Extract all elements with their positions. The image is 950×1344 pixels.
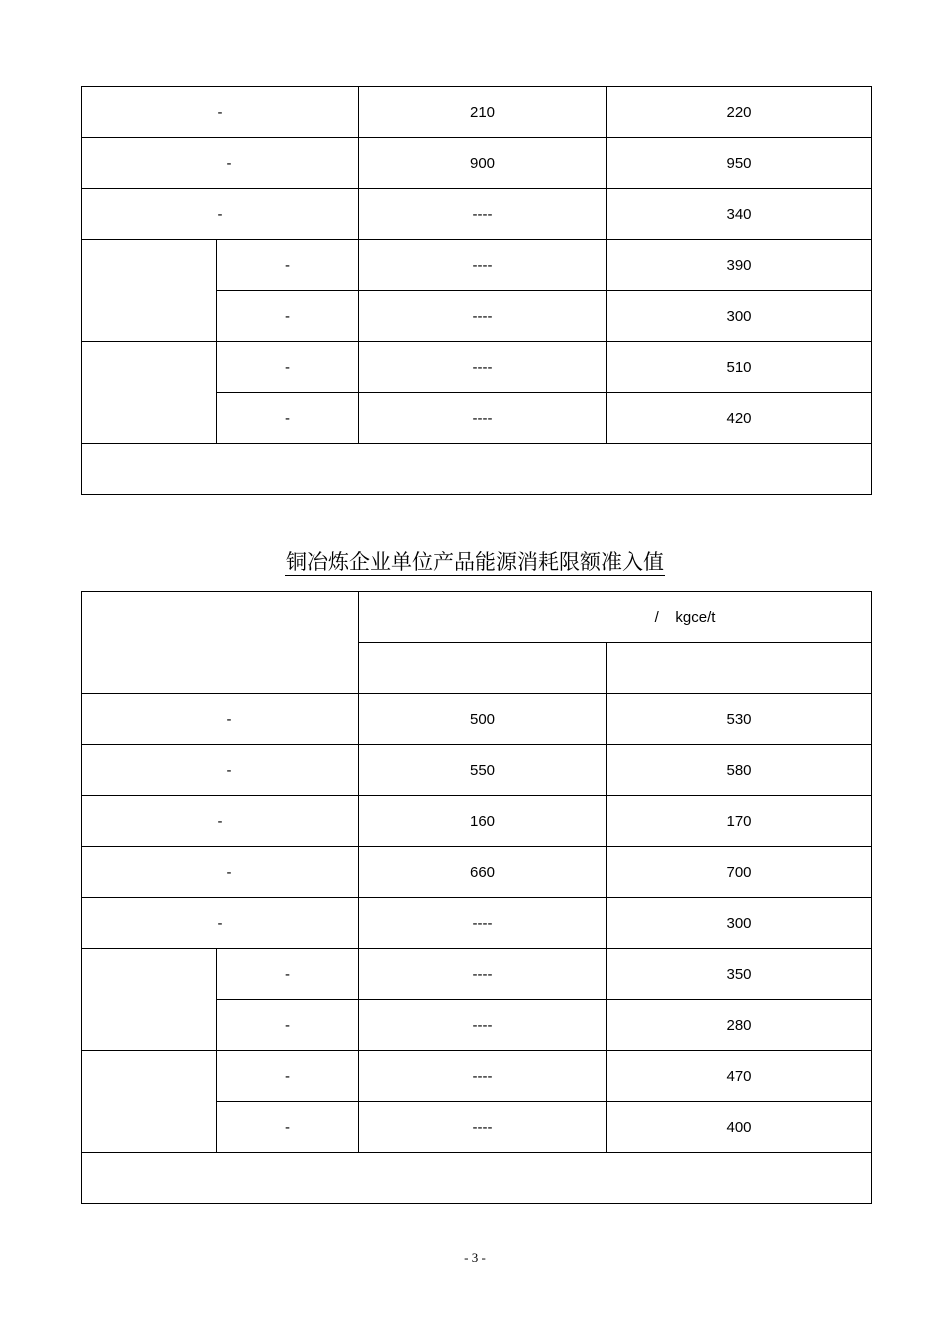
- table-row: [82, 1153, 872, 1204]
- value-cell: 170: [607, 796, 872, 847]
- table-row: [82, 342, 872, 393]
- value-cell: 300: [607, 898, 872, 949]
- header-cell: [607, 643, 872, 694]
- group-cell: [82, 949, 217, 1051]
- value-cell: 280: [607, 1000, 872, 1051]
- value-cell: 420: [607, 393, 872, 444]
- table-row: [82, 240, 872, 291]
- value-cell: ----: [359, 949, 607, 1000]
- unit-label: / kgce/t: [654, 608, 716, 626]
- energy-table-2: [81, 591, 872, 1204]
- value-cell: 900: [359, 138, 607, 189]
- row-label: -: [217, 949, 359, 1000]
- value-cell: 210: [359, 87, 607, 138]
- value-cell: 470: [607, 1051, 872, 1102]
- row-label: -: [82, 796, 359, 847]
- row-label: -: [217, 342, 359, 393]
- row-label: -: [217, 393, 359, 444]
- table-title: [0, 546, 950, 576]
- value-cell: ----: [359, 1000, 607, 1051]
- value-cell: 530: [607, 694, 872, 745]
- value-cell: 220: [607, 87, 872, 138]
- note-cell: [82, 444, 872, 495]
- value-cell: 500: [359, 694, 607, 745]
- table-row: [82, 138, 872, 189]
- row-label: -: [82, 138, 359, 189]
- value-cell: 510: [607, 342, 872, 393]
- table-row: [82, 847, 872, 898]
- header-cell: [359, 643, 607, 694]
- energy-table-1: [81, 86, 872, 495]
- table-header-row: [82, 592, 872, 643]
- value-cell: 660: [359, 847, 607, 898]
- value-cell: 160: [359, 796, 607, 847]
- value-cell: ----: [359, 393, 607, 444]
- value-cell: 550: [359, 745, 607, 796]
- value-cell: ----: [359, 291, 607, 342]
- value-cell: 700: [607, 847, 872, 898]
- table-row: [82, 898, 872, 949]
- table-row: [82, 1051, 872, 1102]
- value-cell: ----: [359, 1051, 607, 1102]
- group-cell: [82, 240, 217, 342]
- value-cell: 300: [607, 291, 872, 342]
- row-label: -: [82, 87, 359, 138]
- table-row: [82, 189, 872, 240]
- row-label: -: [217, 291, 359, 342]
- table-title-text: 铜冶炼企业单位产品能源消耗限额准入值: [286, 550, 664, 574]
- row-label: -: [82, 189, 359, 240]
- group-cell: [82, 1051, 217, 1153]
- unit-header-cell: [359, 592, 872, 643]
- row-label: -: [217, 1102, 359, 1153]
- value-cell: 390: [607, 240, 872, 291]
- header-corner-cell: [82, 592, 359, 694]
- value-cell: ----: [359, 240, 607, 291]
- row-label: -: [82, 694, 359, 745]
- value-cell: ----: [359, 189, 607, 240]
- value-cell: 340: [607, 189, 872, 240]
- value-cell: 950: [607, 138, 872, 189]
- table-row: [82, 444, 872, 495]
- table-row: [82, 949, 872, 1000]
- row-label: -: [82, 898, 359, 949]
- note-cell: [82, 1153, 872, 1204]
- table-row: [82, 694, 872, 745]
- row-label: -: [82, 847, 359, 898]
- table-row: [82, 745, 872, 796]
- row-label: -: [217, 1051, 359, 1102]
- value-cell: 350: [607, 949, 872, 1000]
- value-cell: 580: [607, 745, 872, 796]
- value-cell: 400: [607, 1102, 872, 1153]
- value-cell: ----: [359, 898, 607, 949]
- row-label: -: [217, 240, 359, 291]
- value-cell: ----: [359, 342, 607, 393]
- page-number: - 3 -: [464, 1250, 486, 1265]
- group-cell: [82, 342, 217, 444]
- table-row: [82, 796, 872, 847]
- table-row: [82, 87, 872, 138]
- row-label: -: [82, 745, 359, 796]
- row-label: -: [217, 1000, 359, 1051]
- value-cell: ----: [359, 1102, 607, 1153]
